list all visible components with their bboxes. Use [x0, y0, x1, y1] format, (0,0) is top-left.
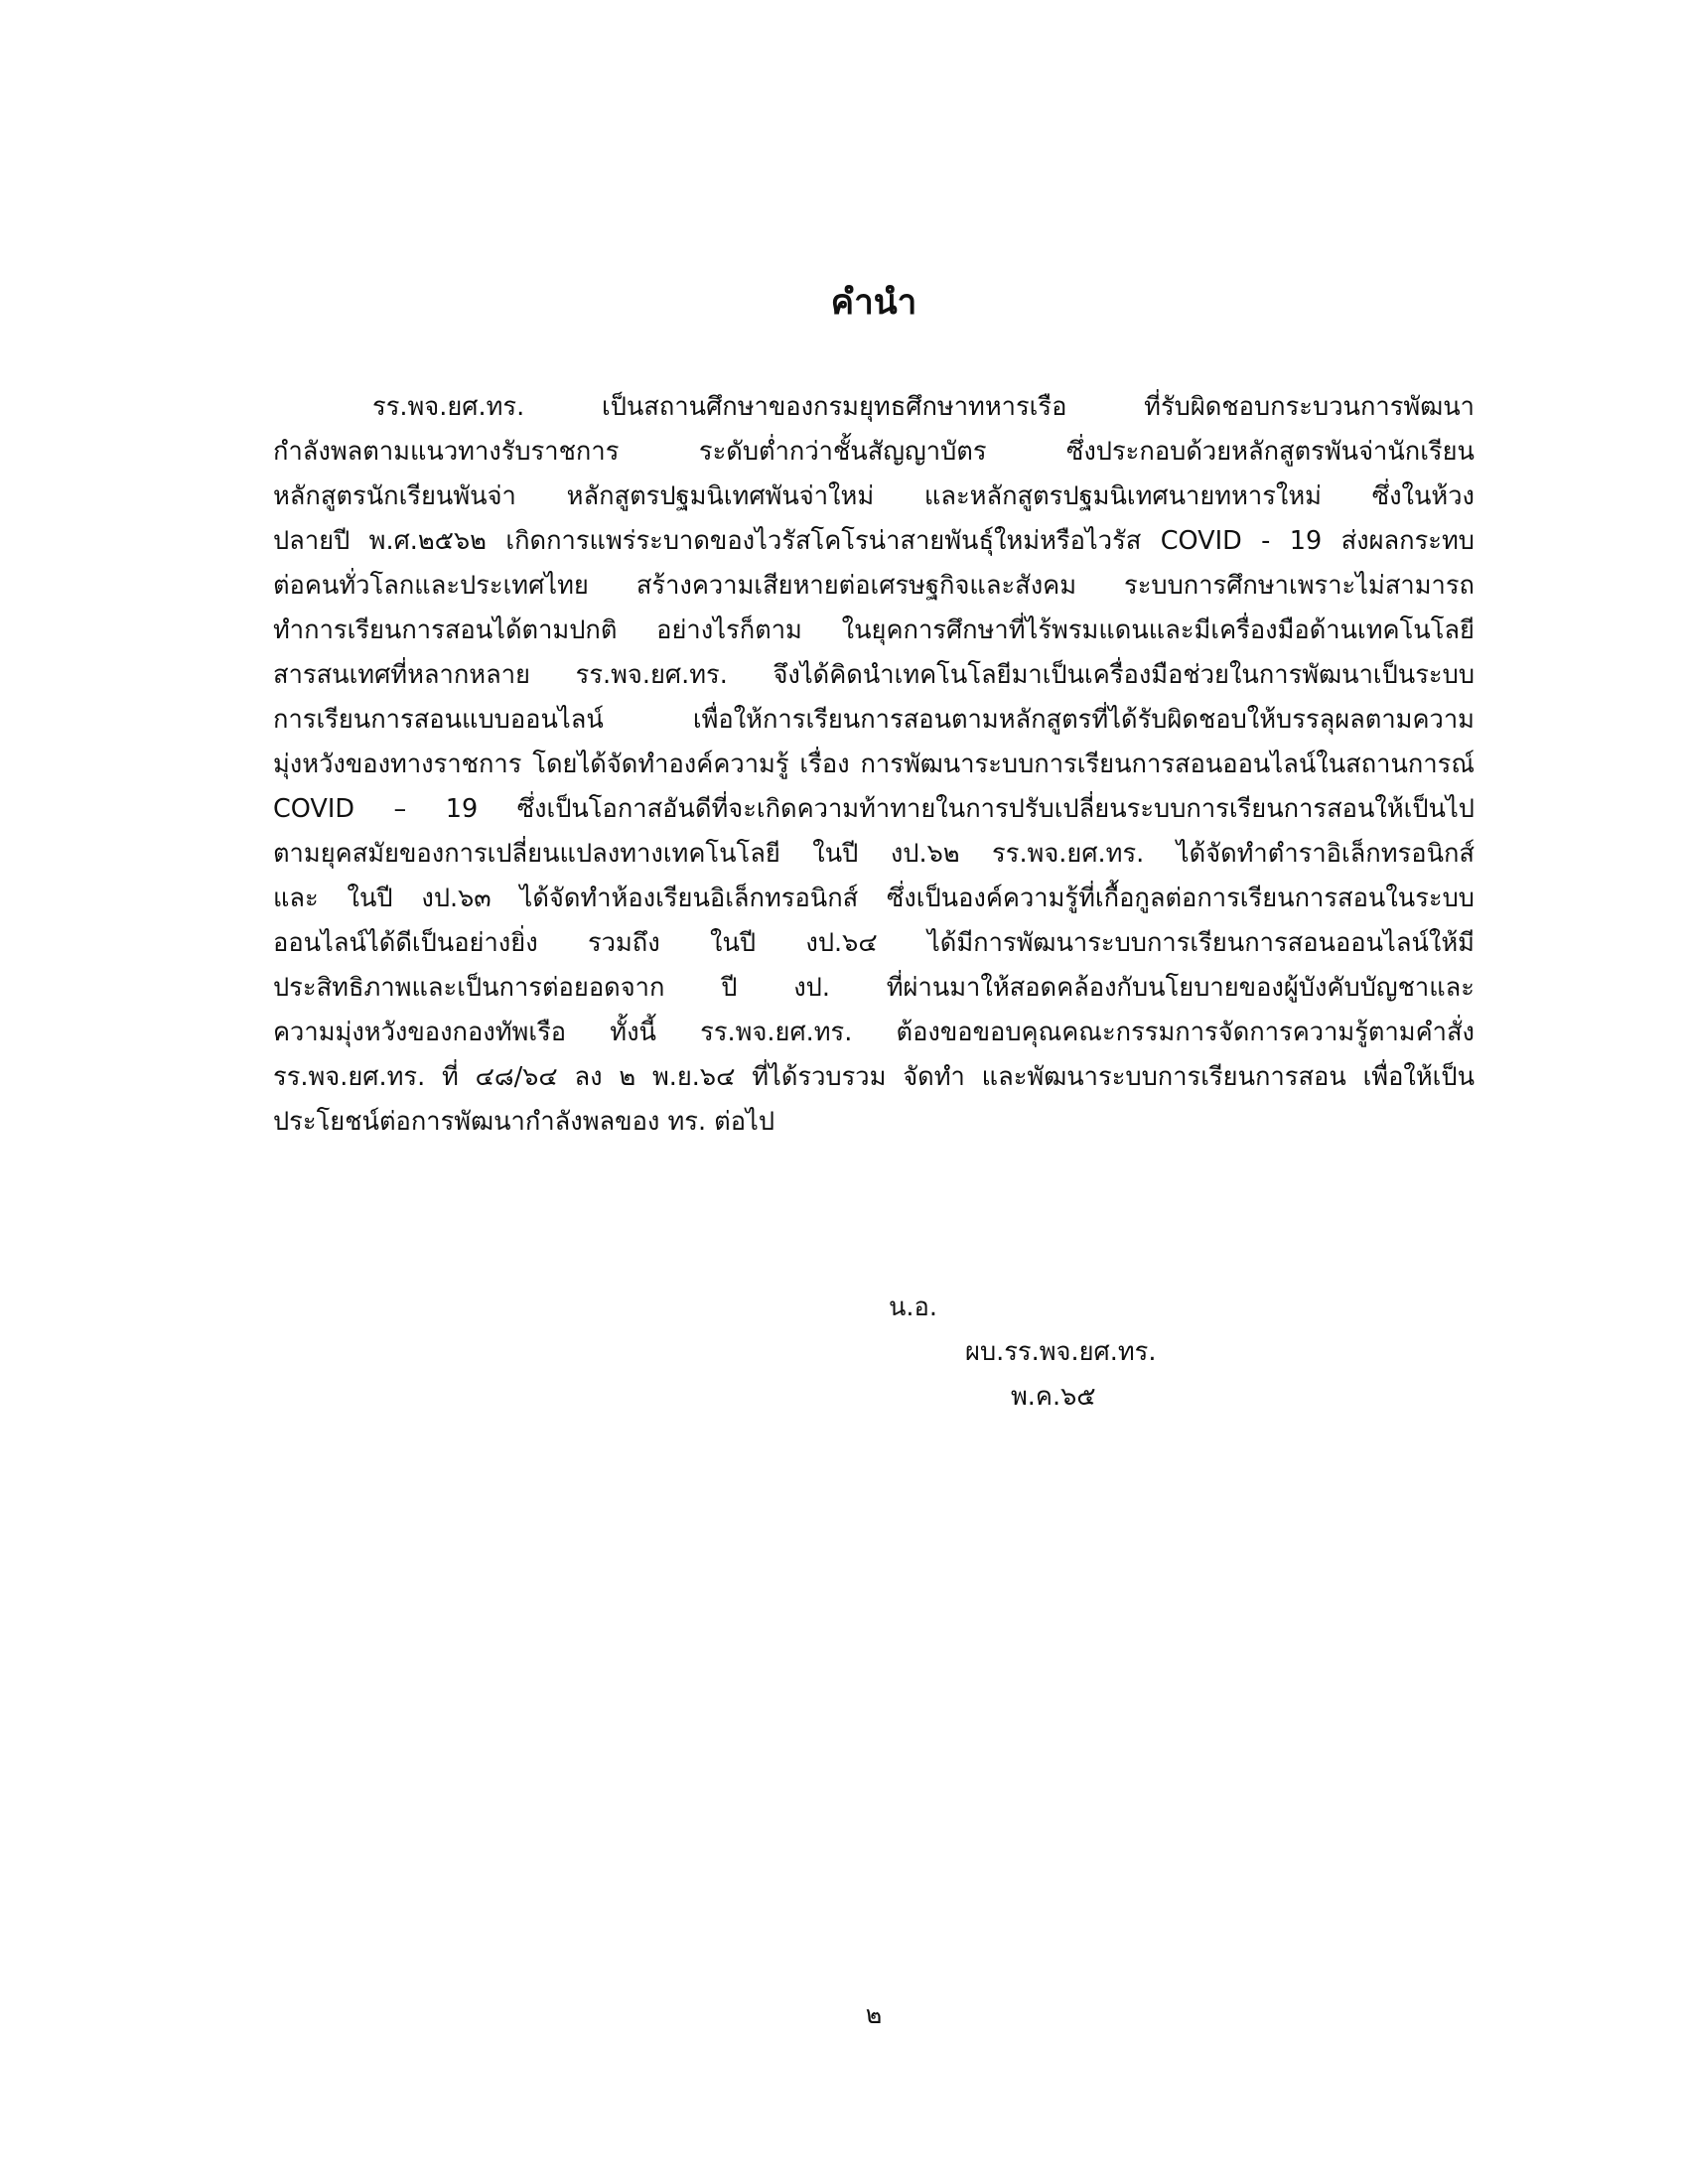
- signature-date: พ.ค.๖๕: [1011, 1382, 1096, 1412]
- paragraph-line: COVID – 19 ซึ่งเป็นโอกาสอันดีที่จะเกิดความท้าทายในการปรับเปลี่ยนระบบการเรียนการสอนให้เป็นไป: [273, 794, 1475, 824]
- paragraph-line: รร.พจ.ยศ.ทร. เป็นสถานศึกษาของกรมยุทธศึกษาทหารเรือ ที่รับผิดชอบกระบวนการพัฒนา: [372, 392, 1475, 422]
- paragraph-line: หลักสูตรนักเรียนพันจ่า หลักสูตรปฐมนิเทศพันจ่าใหม่ และหลักสูตรปฐมนิเทศนายทหารใหม่ ซึ่งในห้วง: [273, 481, 1475, 511]
- signature-rank: น.อ.: [889, 1293, 937, 1322]
- foreword-paragraph: [273, 385, 1475, 1145]
- paragraph-line: ตามยุคสมัยของการเปลี่ยนแปลงทางเทคโนโลยี ในปี งป.๖๒ รร.พจ.ยศ.ทร. ได้จัดทำตำราอิเล็กทรอนิกส์: [273, 839, 1475, 869]
- paragraph-line: รร.พจ.ยศ.ทร. ที่ ๔๘/๖๔ ลง ๒ พ.ย.๖๔ ที่ได้รวบรวม จัดทำ และพัฒนาระบบการเรียนการสอน เพื่อให้เป็น: [273, 1062, 1475, 1092]
- paragraph-line: และ ในปี งป.๖๓ ได้จัดทำห้องเรียนอิเล็กทรอนิกส์ ซึ่งเป็นองค์ความรู้ที่เกื้อกูลต่อการเรียนการสอนในระบบ: [273, 884, 1475, 913]
- paragraph-line: ออนไลน์ได้ดีเป็นอย่างยิ่ง รวมถึง ในปี งป.๖๔ ได้มีการพัฒนาระบบการเรียนการสอนออนไลน์ให้มี: [273, 928, 1475, 958]
- paragraph-line: ประสิทธิภาพและเป็นการต่อยอดจาก ปี งป. ที่ผ่านมาให้สอดคล้องกับนโยบายของผู้บังคับบัญชาและ: [273, 973, 1475, 1003]
- signature-position: ผบ.รร.พจ.ยศ.ทร.: [965, 1337, 1157, 1367]
- paragraph-line: มุ่งหวังของทางราชการ โดยได้จัดทำองค์ความรู้ เรื่อง การพัฒนาระบบการเรียนการสอนออนไลน์ในสถานการณ์: [273, 750, 1475, 779]
- paragraph-line: การเรียนการสอนแบบออนไลน์ เพื่อให้การเรียนการสอนตามหลักสูตรที่ได้รับผิดชอบให้บรรลุผลตามความ: [273, 705, 1475, 735]
- paragraph-line: กำลังพลตามแนวทางรับราชการ ระดับต่ำกว่าชั้นสัญญาบัตร ซึ่งประกอบด้วยหลักสูตรพันจ่านักเรียน: [273, 437, 1475, 467]
- paragraph-line: ปลายปี พ.ศ.๒๕๖๒ เกิดการแพร่ระบาดของไวรัสโคโรน่าสายพันธุ์ใหม่หรือไวรัส COVID - 19 ส่งผลกระทบ: [273, 526, 1475, 556]
- paragraph-line: ทำการเรียนการสอนได้ตามปกติ อย่างไรก็ตาม ในยุคการศึกษาที่ไร้พรมแดนและมีเครื่องมือด้านเทคโนโลยี: [273, 615, 1475, 645]
- paragraph-line: ความมุ่งหวังของกองทัพเรือ ทั้งนี้ รร.พจ.ยศ.ทร. ต้องขอขอบคุณคณะกรรมการจัดการความรู้ตามคำสั่ง: [273, 1018, 1475, 1047]
- paragraph-line: ต่อคนทั่วโลกและประเทศไทย สร้างความเสียหายต่อเศรษฐกิจและสังคม ระบบการศึกษาเพราะไม่สามารถ: [273, 571, 1475, 601]
- paragraph-line: ประโยชน์ต่อการพัฒนากำลังพลของ ทร. ต่อไป: [273, 1107, 775, 1137]
- page-number: ๒: [865, 2000, 883, 2029]
- page-title: คำนำ: [830, 283, 917, 323]
- paragraph-line: สารสนเทศที่หลากหลาย รร.พจ.ยศ.ทร. จึงได้คิดนำเทคโนโลยีมาเป็นเครื่องมือช่วยในการพัฒนาเป็นระบบ: [273, 660, 1475, 690]
